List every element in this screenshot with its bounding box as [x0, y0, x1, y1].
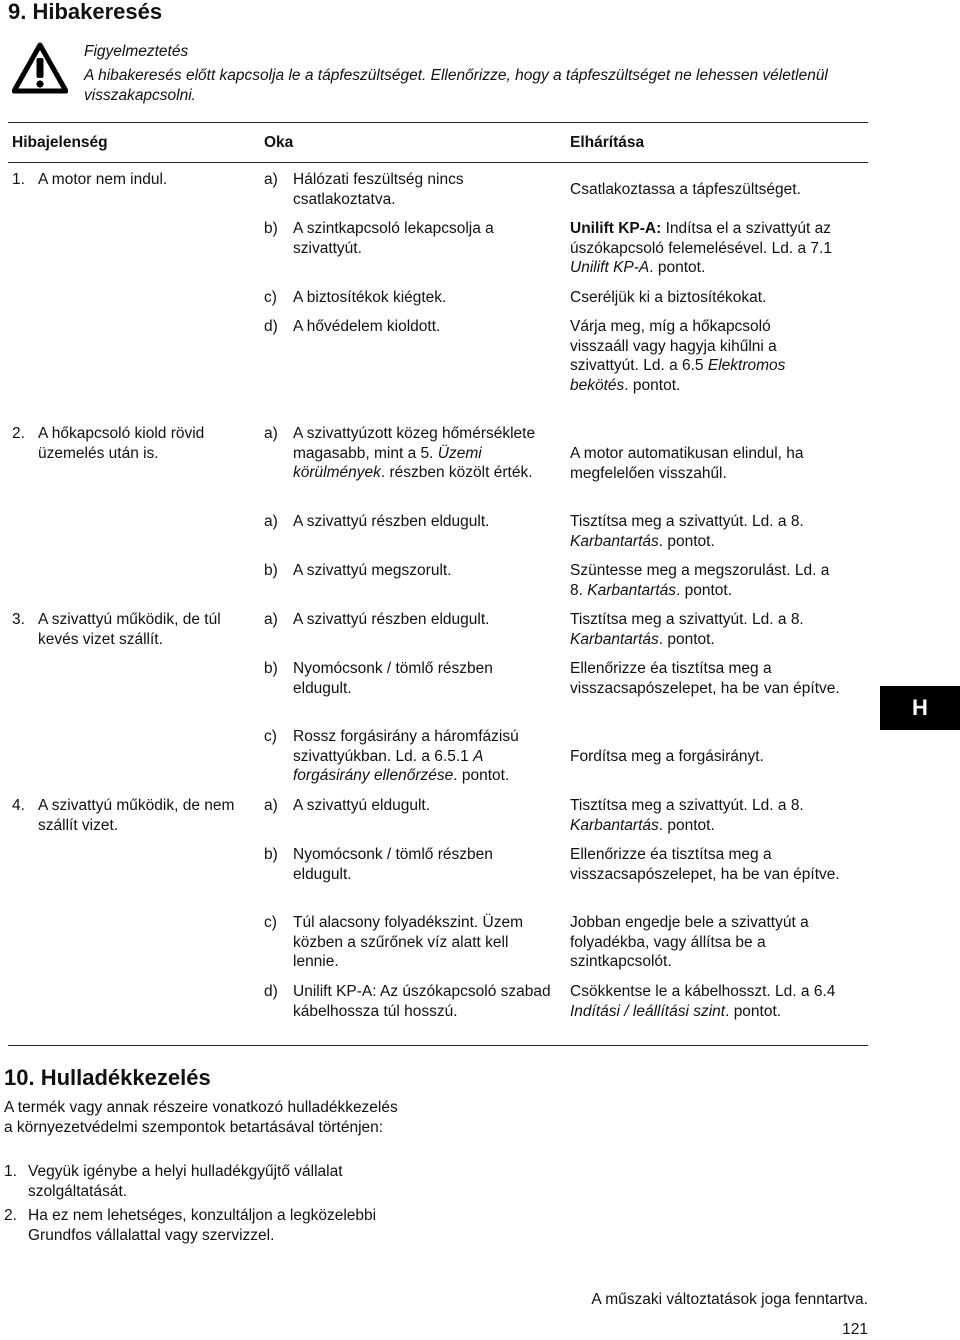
fault-number: 3.	[12, 611, 25, 628]
remedy-4b: Ellenőrizze éa tisztítsa meg a visszacsapószelepet, ha be van építve.	[570, 846, 840, 883]
col-header-symptom: Hibajelenség	[12, 134, 108, 151]
list-number: 2.	[4, 1207, 17, 1224]
cause-text: A hővédelem kioldott.	[293, 318, 441, 335]
cause-letter: a)	[264, 797, 278, 814]
col-header-cause: Oka	[264, 134, 294, 151]
cause-letter: a)	[264, 425, 278, 442]
cause-text: A szivattyú részben eldugult.	[293, 611, 490, 628]
section-reference: Unilift KP-A	[570, 259, 650, 276]
language-tab: H	[880, 686, 960, 730]
cause-letter: b)	[264, 660, 278, 677]
cause-text: A szivattyúzott közeg hőmérséklete magasabb, mint a 5. Üzemi körülmények. részben közölt érték.	[293, 425, 536, 481]
section-reference: Elektromos bekötés	[570, 357, 786, 394]
remedy-1a: Csatlakoztassa a tápfeszültséget.	[570, 181, 801, 198]
section-reference: Üzemi körülmények	[293, 444, 482, 481]
cause-letter: d)	[264, 318, 278, 335]
remedy-1c: Cseréljük ki a biztosítékokat.	[570, 289, 767, 306]
remedy-1d: Várja meg, míg a hőkapcsoló visszaáll vagy hagyja kihűlni a szivattyút. Ld. a 6.5 Elektromos bekötés. pontot.	[570, 318, 786, 394]
fault-number: 1.	[12, 171, 25, 188]
section-reference: Karbantartás	[570, 816, 659, 834]
table-bottom-rule	[8, 1045, 868, 1046]
page-number: 121	[842, 1321, 868, 1338]
section-reference: Karbantartás	[587, 581, 676, 599]
section-reference: A forgásirány ellenőrzése	[293, 747, 483, 784]
table-top-rule	[8, 122, 868, 123]
disposal-intro: A termék vagy annak részeire vonatkozó hulladékkezelés a környezetvédelmi szempontok betartásával történjen:	[4, 1099, 398, 1136]
disposal-title: 10. Hulladékkezelés	[4, 1065, 211, 1090]
cause-letter: b)	[264, 562, 278, 579]
fault-text: A szivattyú működik, de túl kevés vizet szállít.	[38, 611, 221, 648]
cause-text: Unilift KP-A: Az úszókapcsoló szabad kábelhossza túl hosszú.	[293, 983, 551, 1020]
remedy-4a: Tisztítsa meg a szivattyút. Ld. a 8. Karbantartás. pontot.	[570, 797, 804, 834]
cause-letter: c)	[264, 914, 277, 931]
remedy-3b: Ellenőrizze éa tisztítsa meg a visszacsapószelepet, ha be van építve.	[570, 660, 840, 697]
remedy-2a: A motor automatikusan elindul, ha megfelelően visszahűl.	[570, 445, 804, 482]
warning-text: A hibakeresés előtt kapcsolja le a tápfeszültséget. Ellenőrizze, hogy a tápfeszültséget ne lehessen véletlenül visszakapcsolni.	[84, 67, 828, 104]
remedy-3c: Fordítsa meg a forgásirányt.	[570, 748, 764, 765]
fault-number: 4.	[12, 797, 25, 814]
cause-text: Túl alacsony folyadékszint. Üzem közben a szűrőnek víz alatt kell lennie.	[293, 914, 524, 970]
cause-text: A biztosítékok kiégtek.	[293, 289, 447, 306]
col-header-remedy: Elhárítása	[570, 134, 645, 151]
cause-text: A szivattyú megszorult.	[293, 562, 452, 579]
section-reference: Karbantartás	[570, 532, 659, 550]
fault-text: A szivattyú működik, de nem szállít vizet.	[38, 797, 235, 834]
remedy-4c: Jobban engedje bele a szivattyút a folyadékba, vagy állítsa be a szintkapcsolót.	[570, 914, 809, 970]
cause-text: Nyomócsonk / tömlő részben eldugult.	[293, 846, 493, 883]
cause-letter: c)	[264, 289, 277, 306]
cause-letter: d)	[264, 983, 278, 1000]
warning-triangle-icon	[12, 42, 68, 94]
remedy-2c: Szüntesse meg a megszorulást. Ld. a 8. Karbantartás. pontot.	[570, 562, 830, 599]
fault-number: 2.	[12, 425, 25, 442]
cause-text: A szintkapcsoló lekapcsolja a szivattyút.	[293, 220, 494, 257]
section-title: 9. Hibakeresés	[8, 0, 163, 24]
list-text: Vegyük igénybe a helyi hulladékgyűjtő vállalat szolgáltatását.	[28, 1163, 343, 1200]
cause-letter: a)	[264, 171, 278, 188]
list-number: 1.	[4, 1163, 17, 1180]
warning-title: Figyelmeztetés	[84, 43, 189, 60]
table-header-rule	[8, 162, 868, 163]
cause-text: Hálózati feszültség nincs csatlakoztatva.	[293, 171, 464, 208]
cause-letter: a)	[264, 513, 278, 530]
section-reference: Karbantartás	[570, 630, 659, 648]
cause-letter: b)	[264, 220, 278, 237]
remedy-1b: Unilift KP-A: Indítsa el a szivattyút az úszókapcsoló felemelésével. Ld. a 7.1 Unilift KP-A. pontot.	[570, 220, 832, 276]
remedy-3a: Tisztítsa meg a szivattyút. Ld. a 8. Karbantartás. pontot.	[570, 611, 804, 648]
fault-text: A motor nem indul.	[38, 171, 168, 188]
section-reference: Indítási / leállítási szint	[570, 1002, 726, 1020]
list-text: Ha ez nem lehetséges, konzultáljon a legközelebbi Grundfos vállalattal vagy szervizzel.	[28, 1207, 377, 1244]
cause-text: A szivattyú részben eldugult.	[293, 513, 490, 530]
cause-text: Rossz forgásirány a háromfázisú szivattyúkban. Ld. a 6.5.1 A forgásirány ellenőrzése. pontot.	[293, 728, 519, 784]
cause-letter: b)	[264, 846, 278, 863]
remedy-2b: Tisztítsa meg a szivattyút. Ld. a 8. Karbantartás. pontot.	[570, 513, 804, 550]
fault-text: A hőkapcsoló kiold rövid üzemelés után is.	[38, 425, 205, 462]
footer-note: A műszaki változtatások joga fenntartva.	[591, 1291, 868, 1308]
cause-letter: c)	[264, 728, 277, 745]
remedy-4d: Csökkentse le a kábelhosszt. Ld. a 6.4 Indítási / leállítási szint. pontot.	[570, 983, 836, 1020]
cause-text: Nyomócsonk / tömlő részben eldugult.	[293, 660, 493, 697]
cause-text: A szivattyú eldugult.	[293, 797, 430, 814]
cause-letter: a)	[264, 611, 278, 628]
